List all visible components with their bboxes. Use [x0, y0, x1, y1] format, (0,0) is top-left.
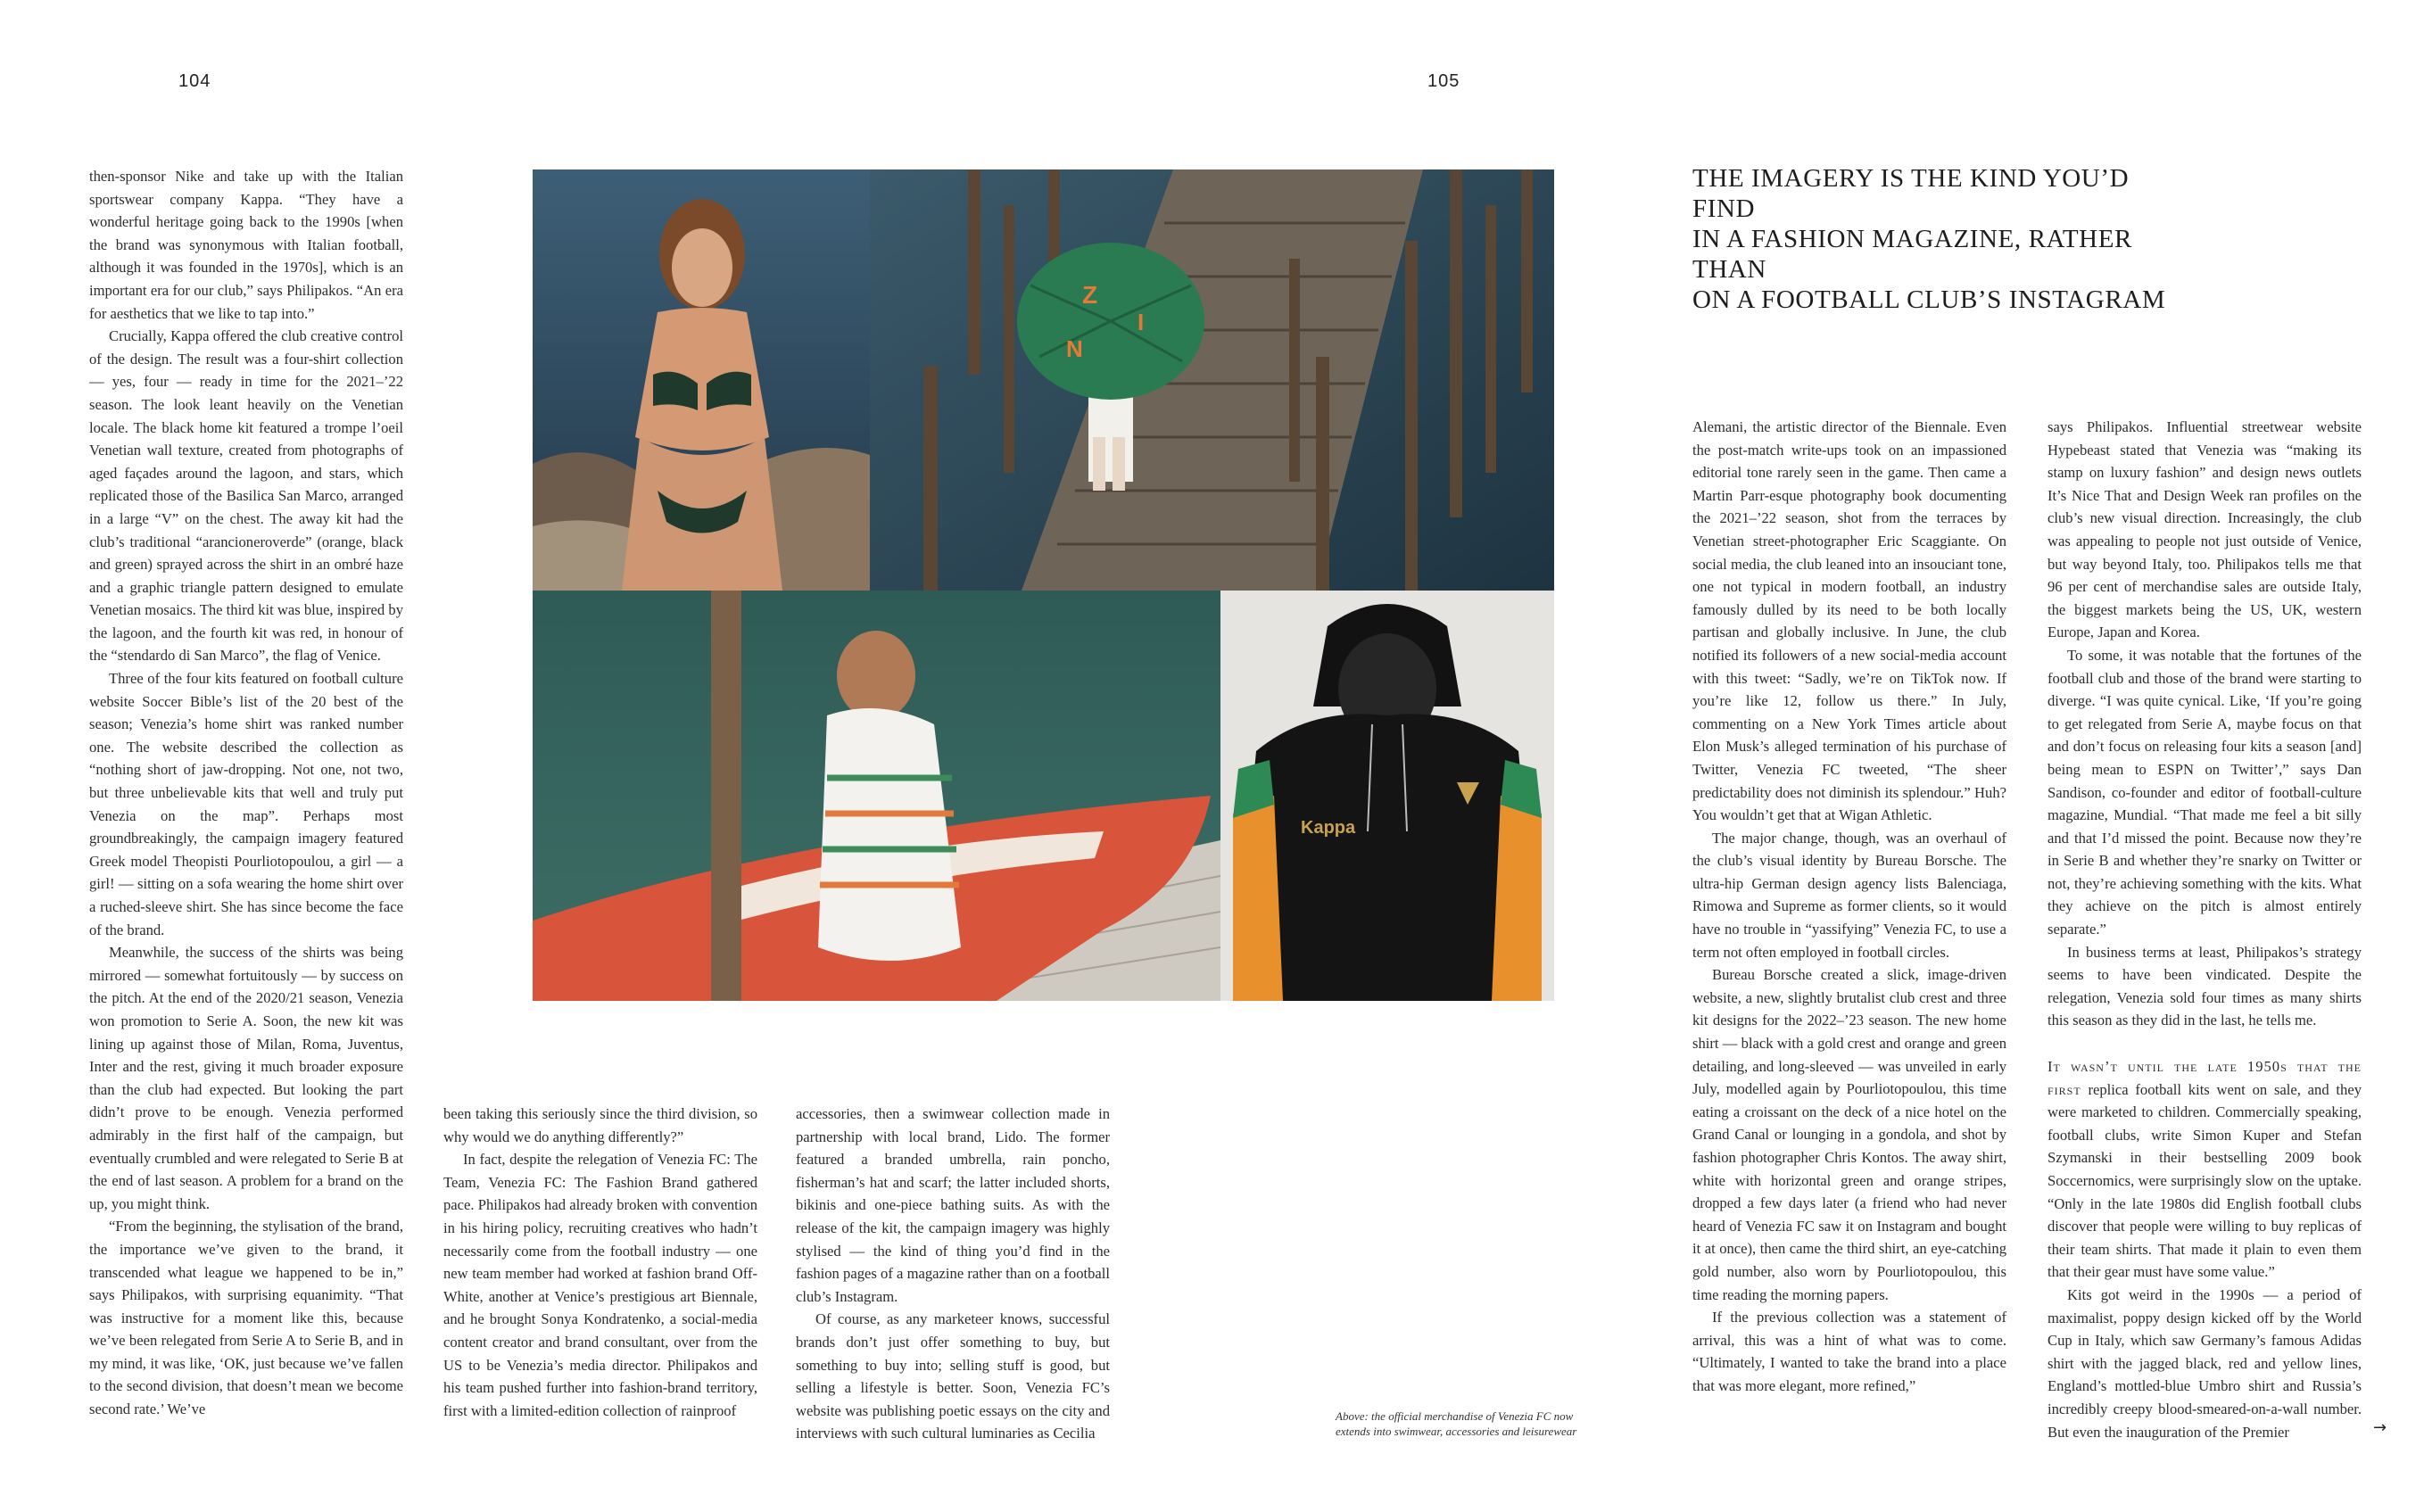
continue-arrow-icon: →	[2373, 1418, 2387, 1437]
page-number-left: 104	[178, 71, 211, 91]
headline-line: ON A FOOTBALL CLUB’S INSTAGRAM	[1692, 285, 2166, 314]
paragraph: Kits got weird in the 1990s — a period of maximalist, poppy design kicked off by the World Cup in Italy, which saw Germany’s famous Adidas shirt with the jagged black, red and yellow lines, England’s mottled-blue Umbro shirt and Russia’s incredibly creepy blood-smeared-on-a-wall number. But even the inauguration of the Premier	[2048, 1285, 2362, 1441]
paragraph: In business terms at least, Philipakos’s strategy seems to have been vindicated. Despite the relegation, Venezia sold four times as many shirts this season as they did in the last, he tells me.	[2048, 943, 2362, 1029]
umbrella-pier-photo	[870, 169, 1554, 591]
photo-caption	[1336, 1409, 1603, 1439]
paragraph: been taking this seriously since the third division, so why would we do anything differently?”	[443, 1105, 757, 1145]
article-column-3	[796, 1103, 1110, 1445]
paragraph: “From the beginning, the stylisation of the brand, the importance we’ve given to the brand, it transcended what league we happened to be in,” says Philipakos, with surprising equanimity. “That was instructive for a moment like this, because we’ve been relegated from Serie A to Serie B, and in my mind, it was like, ‘OK, just because we’ve fallen to the second division, that doesn’t mean we become second rate.’ We’ve	[89, 1218, 403, 1418]
black-hoodie-photo	[1220, 591, 1554, 1001]
caption-line: extends into swimwear, accessories and leisurewear	[1336, 1425, 1577, 1438]
paragraph: In fact, despite the relegation of Venezia FC: The Team, Venezia FC: The Fashion Brand gathered pace. Philipakos had already broken with convention in his hiring policy, recruiting creatives who hadn’t necessarily come from the football industry — one new team member had worked at fashion brand Off-White, another at Venice’s prestigious art Biennale, and he brought Sonya Kondratenko, a social-media content creator and brand consultant, over from the US to be Venezia’s media director. Philipakos and his team pushed further into fashion-brand territory, first with a limited-edition collection of rainproof	[443, 1151, 757, 1419]
paragraph: Of course, as any marketeer knows, successful brands don’t just offer something to buy, but something to buy into; selling stuff is good, but selling a lifestyle is better. Soon, Venezia FC’s website was publishing poetic essays on the city and interviews with such cultural luminaries as Cecilia	[796, 1310, 1110, 1442]
paragraph: accessories, then a swimwear collection made in partnership with local brand, Lido. The former featured a branded umbrella, rain poncho, fisherman’s hat and scarf; the latter included shorts, bikinis and one-piece bathing suits. As with the release of the kit, the campaign imagery was highly stylised — the kind of thing you’d find in the fashion pages of a magazine rather than on a football club’s Instagram.	[796, 1105, 1110, 1305]
paragraph: then-sponsor Nike and take up with the Italian sportswear company Kappa. “They have a wonderful heritage going back to the 1990s [when the brand was synonymous with Italian football, although it was founded in the 1970s], which is an important era for our club,” says Philipakos. “An era for aesthetics that we like to tap into.”	[89, 168, 403, 322]
svg-text:N: N	[1066, 335, 1083, 362]
caption-line: Above: the official merchandise of Venezia FC now	[1336, 1409, 1574, 1423]
paragraph: says Philipakos. Influential streetwear website Hypebeast stated that Venezia was “making its stamp on luxury fashion” and design news outlets It’s Nice That and Design Week ran profiles on the club’s new visual direction. Increasingly, the club was appealing to people not just outside of Venice, but way beyond Italy, too. Philipakos tells me that 96 per cent of merchandise sales are outside Italy, the biggest markets being the US, UK, western Europe, Japan and Korea.	[2048, 418, 2362, 641]
paragraph: To some, it was notable that the fortunes of the football club and those of the brand were starting to diverge. “I was quite cynical. Like, ‘If you’re going to get relegated from Serie A, maybe focus on that and don’t focus on releasing four kits a season [and] being mean to ESPN on Twitter’,” says Dan Sandison, co-founder and editor of football-culture magazine, Mundial. “That made me feel a bit silly and that I’d missed the point. Because now they’re in Serie B and whether they’re snarky on Twitter or not, they’re achieving something with the kits. What they achieve on the pitch is almost entirely separate.”	[2048, 646, 2362, 938]
svg-text:Z: Z	[1082, 281, 1098, 309]
headline-line: IN A FASHION MAGAZINE, RATHER THAN	[1692, 225, 2132, 284]
small-caps-lead: It wasn’t until the late 1950s that the first	[2048, 1058, 2362, 1098]
pull-quote-headline	[1692, 163, 2192, 315]
section-opening-paragraph	[2048, 1055, 2362, 1284]
paragraph: Crucially, Kappa offered the club creative control of the design. The result was a four-shirt collection — yes, four — ready in time for the 2021–’22 season. The look leant heavily on the Venetian locale. The black home kit featured a trompe l’oeil Venetian wall texture, created from photographs of aged façades around the lagoon, and stars, which replicated those of the Basilica San Marco, arranged in a large “V” on the chest. The away kit had the club’s traditional “arancioneroverde” (orange, black and green) sprayed across the shirt in an ombré haze and a graphic triangle pattern designed to emulate Venetian mosaics. The third kit was blue, inspired by the lagoon, and the fourth kit was red, in honour of the “stendardo di San Marco”, the flag of Venice.	[89, 327, 403, 665]
model-bikini-photo	[533, 169, 870, 591]
page-number-right: 105	[1427, 71, 1460, 91]
article-column-1	[89, 165, 403, 1421]
headline-line: THE IMAGERY IS THE KIND YOU’D FIND	[1692, 164, 2130, 223]
article-column-4	[1692, 416, 2006, 1398]
paragraph: The major change, though, was an overhaul of the club’s visual identity by Bureau Borsche. The ultra-hip German design agency lists Balenciaga, Rimowa and Supreme as former clients, so it would have no trouble in “yassifying” Venezia FC, to use a term not often employed in football circles.	[1692, 829, 2006, 961]
paragraph: If the previous collection was a statement of arrival, this was a hint of what was to come. “Ultimately, I wanted to take the brand into a place that was more elegant, more refined,”	[1692, 1309, 2006, 1394]
svg-text:Kappa: Kappa	[1301, 818, 1356, 838]
paragraph: Alemani, the artistic director of the Biennale. Even the post-match write-ups took on an impassioned editorial tone rarely seen in the game. Then came a Martin Parr-esque photography book documenting the 2021–’22 season, shot from the terraces by Venetian street-photographer Eric Scaggiante. On social media, the club leaned into an insouciant tone, one not typical in modern football, an industry famously dulled by its need to be both locally partisan and globally inclusive. In June, the club notified its followers of a new social-media account with this tweet: “Sadly, we’re on TikTok now. If you’re like 12, follow us there.” In July, commenting on a New York Times article about Elon Musk’s alleged termination of his purchase of Twitter, Venezia FC tweeted, “The sheer predictability does not diminish its splendour.” Huh? You wouldn’t get that at Wigan Athletic.	[1692, 418, 2006, 824]
svg-text:I: I	[1138, 309, 1145, 335]
paragraph: Bureau Borsche created a slick, image-driven website, a new, slightly brutalist club crest and three kit designs for the 2022–’23 season. The new home shirt — black with a gold crest and orange and green detailing, and long-sleeved — was unveiled in early July, modelled again by Pourliotopoulou, this time eating a croissant on the deck of a nice hotel on the Grand Canal or lounging in a gondola, and shot by fashion photographer Chris Kontos. The away shirt, white with horizontal green and orange stripes, dropped a few days later (a friend who had never heard of Venezia FC saw it on Instagram and bought it at once), then came the third shirt, an eye-catching gold number, also worn by Pourliotopoulou, this time reading the morning papers.	[1692, 966, 2006, 1303]
paragraph-text: replica football kits went on sale, and they were marketed to children. Commercially speaking, football clubs, write Simon Kuper and Stefan Szymanski in their bestselling 2009 book Soccernomics, were surprisingly slow on the uptake. “Only in the late 1980s did English football clubs discover that people were willing to buy replicas of their team shirts. That made it plain to even them that their gear must have some value.”	[2048, 1080, 2362, 1281]
white-shirt-boat-photo	[533, 591, 1220, 1001]
paragraph: Three of the four kits featured on football culture website Soccer Bible’s list of the 20 best of the season; Venezia’s home shirt was ranked number one. The website described the collection as “nothing short of jaw-dropping. Not one, not two, but three unbelievable kits that well and truly put Venezia on the map”. Perhaps most groundbreakingly, the campaign imagery featured Greek model Theopisti Pourliotopoulou, a girl — a girl! — sitting on a sofa wearing the home shirt over a ruched-sleeve shirt. She has since become the face of the brand.	[89, 670, 403, 938]
article-column-2	[443, 1103, 757, 1422]
paragraph: Meanwhile, the success of the shirts was being mirrored — somewhat fortuitously — by success on the pitch. At the end of the 2020/21 season, Venezia won promotion to Serie A. Soon, the new kit was lining up against those of Milan, Roma, Juventus, Inter and the rest, giving it much broader exposure than the club had expected. But looking the part didn’t prove to be enough. Venezia performed admirably in the first half of the campaign, but eventually crumbled and were relegated to Serie B at the end of last season. A problem for a brand on the up, you might think.	[89, 944, 404, 1212]
article-column-5	[2048, 416, 2362, 1443]
